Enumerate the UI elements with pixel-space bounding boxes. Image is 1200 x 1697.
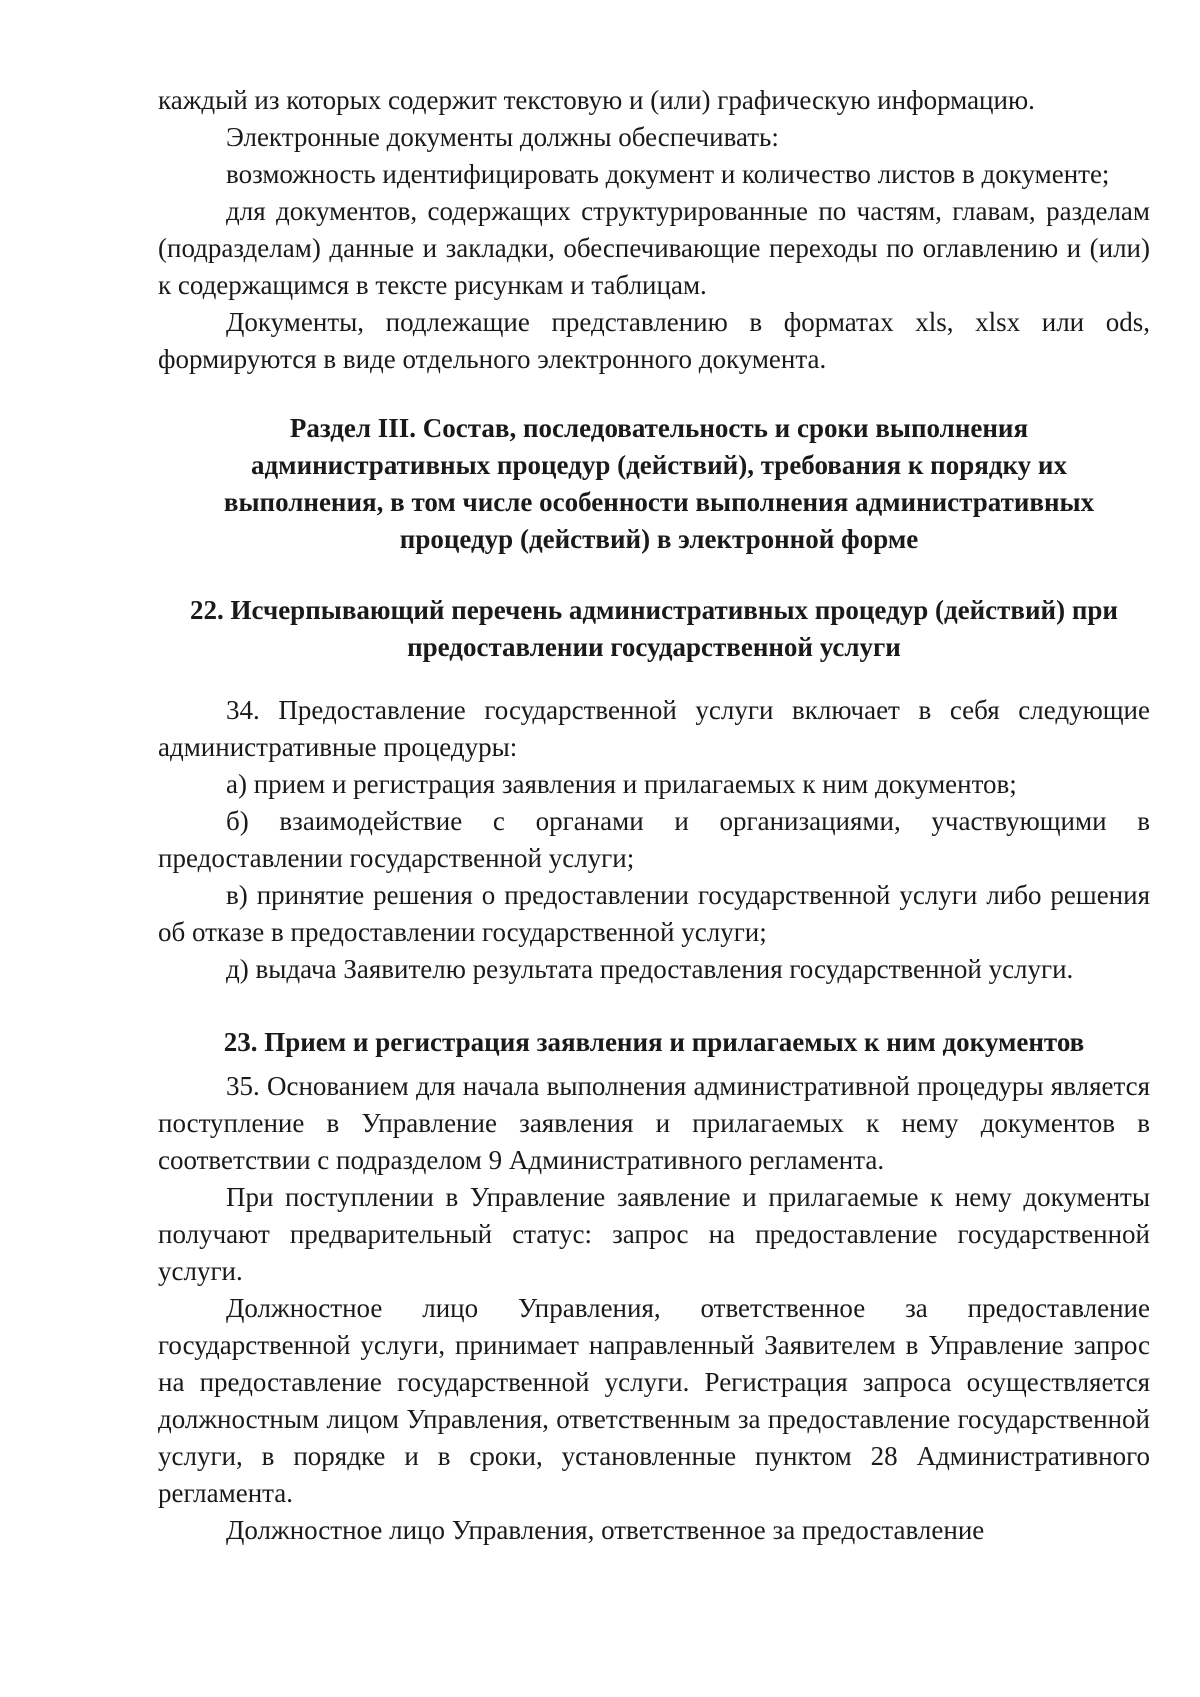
- subsection-heading-23: 23. Прием и регистрация заявления и прилагаемых к ним документов: [223, 1027, 1085, 1057]
- paragraph-continuation: каждый из которых содержит текстовую и (или) графическую информацию.: [158, 85, 1035, 115]
- paragraph-35: 35. Основанием для начала выполнения административной процедуры является поступление в Управление заявления и прилагаемых к нему документов в соответствии с подразделом 9 Административного регламента.: [158, 1071, 1150, 1175]
- paragraph-spreadsheet-formats: Документы, подлежащие представлению в форматах xls, xlsx или ods, формируются в виде отдельного электронного документа.: [158, 307, 1150, 374]
- paragraph-requirements-intro: Электронные документы должны обеспечивать:: [226, 122, 779, 152]
- list-item-b: б) взаимодействие с органами и организациями, участвующими в предоставлении государственной услуги;: [158, 806, 1150, 873]
- paragraph-preliminary-status: При поступлении в Управление заявление и прилагаемые к нему документы получают предварительный статус: запрос на предоставление государственной услуги.: [158, 1182, 1150, 1286]
- paragraph-34: 34. Предоставление государственной услуги включает в себя следующие административные процедуры:: [158, 695, 1150, 762]
- paragraph-official-continues: Должностное лицо Управления, ответственное за предоставление: [226, 1515, 985, 1545]
- list-item-v: в) принятие решения о предоставлении государственной услуги либо решения об отказе в предоставлении государственной услуги;: [158, 880, 1150, 947]
- paragraph-official-accepts: Должностное лицо Управления, ответственное за предоставление государственной услуги, принимает направленный Заявителем в Управление запрос на предоставление государственной услуги. Регистрация запроса осуществляется должностным лицом Управления, ответственным за предоставление государственной услуги, в порядке и в сроки, установленные пунктом 28 Административного регламента.: [158, 1293, 1150, 1508]
- paragraph-requirement-identify: возможность идентифицировать документ и количество листов в документе;: [226, 159, 1110, 189]
- subsection-heading-22: 22. Исчерпывающий перечень административных процедур (действий) при предоставлении государственной услуги: [190, 595, 1118, 662]
- page-content: [158, 82, 1150, 1549]
- list-item-d: д) выдача Заявителю результата предоставления государственной услуги.: [226, 954, 1074, 984]
- section-heading: Раздел III. Состав, последовательность и сроки выполнения административных процедур (действий), требования к порядку их выполнения, в том числе особенности выполнения административных процедур (действий) в электронной форме: [223, 413, 1095, 554]
- paragraph-requirement-bookmarks: для документов, содержащих структурированные по частям, главам, разделам (подразделам) данные и закладки, обеспечивающие переходы по оглавлению и (или) к содержащимся в тексте рисункам и таблицам.: [158, 196, 1150, 300]
- list-item-a: а) прием и регистрация заявления и прилагаемых к ним документов;: [226, 769, 1017, 799]
